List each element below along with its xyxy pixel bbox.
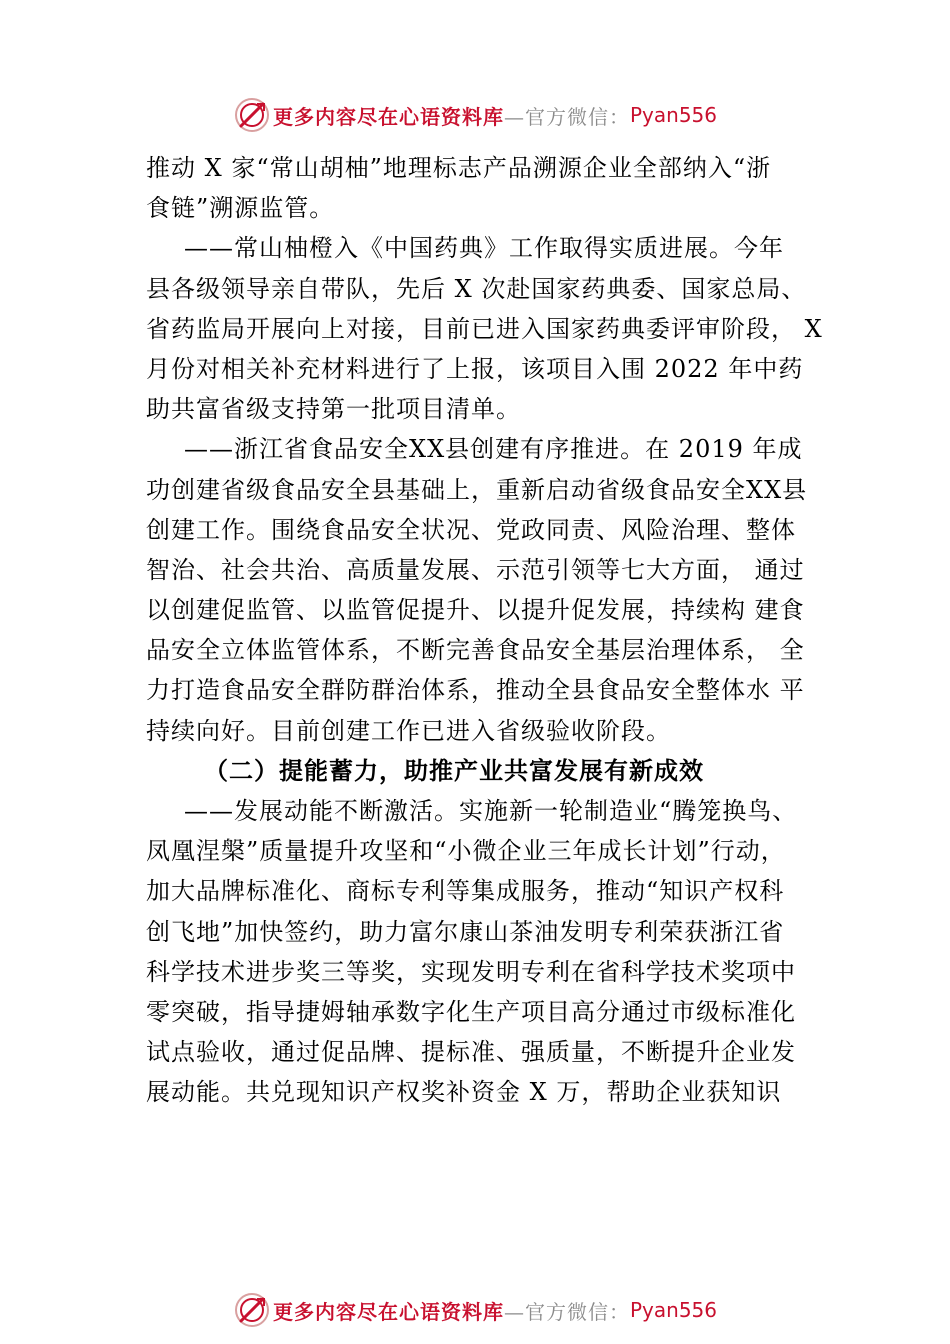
body-line: 月份对相关补充材料进行了上报，该项目入围 2022 年中药 [146, 354, 804, 383]
body-line: 持续向好。目前创建工作已进入省级验收阶段。 [146, 716, 671, 745]
watermark-account: Pyan556 [629, 103, 717, 127]
body-line: 凤凰涅槃”质量提升攻坚和“小微企业三年成长计划”行动， [146, 837, 786, 866]
body-line: 试点验收，通过促品牌、提标准、强质量，不断提升企业发 [146, 1038, 796, 1067]
body-line: 创建工作。围绕食品安全状况、党政同责、风险治理、整体 [146, 515, 796, 544]
body-line: 功创建省级食品安全县基础上，重新启动省级食品安全XX县 [146, 475, 808, 504]
body-line: 以创建促监管、以监管促提升、以提升促发展，持续构 建食 [146, 596, 805, 625]
body-line: 创飞地”加快签约，助力富尔康山茶油发明专利荣获浙江省 [146, 917, 785, 946]
body-line: 食链”溯源监管。 [146, 194, 335, 223]
body-line: 省药监局开展向上对接，目前已进入国家药典委评审阶段， X [146, 314, 823, 343]
watermark-account: Pyan556 [629, 1298, 717, 1322]
body-line: 县各级领导亲自带队，先后 X 次赴国家药典委、国家总局、 [146, 274, 807, 303]
body-line: 加大品牌标准化、商标专利等集成服务，推动“知识产权科 [146, 877, 785, 906]
body-line: 零突破，指导捷姆轴承数字化生产项目高分通过市级标准化 [146, 997, 796, 1026]
footer-watermark-banner [0, 1290, 950, 1330]
watermark-logo-icon [233, 96, 271, 134]
body-line: 科学技术进步奖三等奖，实现发明专利在省科学技术奖项中 [146, 957, 796, 986]
watermark-subtitle: —官方微信： [503, 104, 630, 129]
body-line: 智治、社会共治、高质量发展、示范引领等七大方面， 通过 [146, 555, 805, 584]
body-line: 展动能。共兑现知识产权奖补资金 X 万，帮助企业获知识 [146, 1078, 782, 1107]
body-line: ——发展动能不断激活。实施新一轮制造业“腾笼换鸟、 [184, 797, 798, 825]
body-line: 推动 X 家“常山胡柚”地理标志产品溯源企业全部纳入“浙 [146, 154, 772, 182]
body-line: ——浙江省食品安全XX县创建有序推进。在 2019 年成 [184, 435, 803, 464]
watermark-logo-icon [233, 1291, 271, 1329]
body-line: ——常山柚橙入《中国药典》工作取得实质进展。今年 [184, 234, 784, 263]
watermark-title: 更多内容尽在心语资料库 [272, 104, 504, 129]
header-watermark-banner [0, 95, 950, 135]
body-line: 助共富省级支持第一批项目清单。 [146, 395, 521, 424]
watermark-subtitle: —官方微信： [503, 1299, 630, 1324]
document-body [146, 148, 826, 1113]
body-line: 力打造食品安全群防群治体系，推动全县食品安全整体水 平 [146, 676, 805, 705]
section-heading: （二）提能蓄力，助推产业共富发展有新成效 [204, 755, 704, 785]
body-line: 品安全立体监管体系，不断完善食品安全基层治理体系， 全 [146, 636, 805, 665]
watermark-title: 更多内容尽在心语资料库 [272, 1299, 504, 1324]
